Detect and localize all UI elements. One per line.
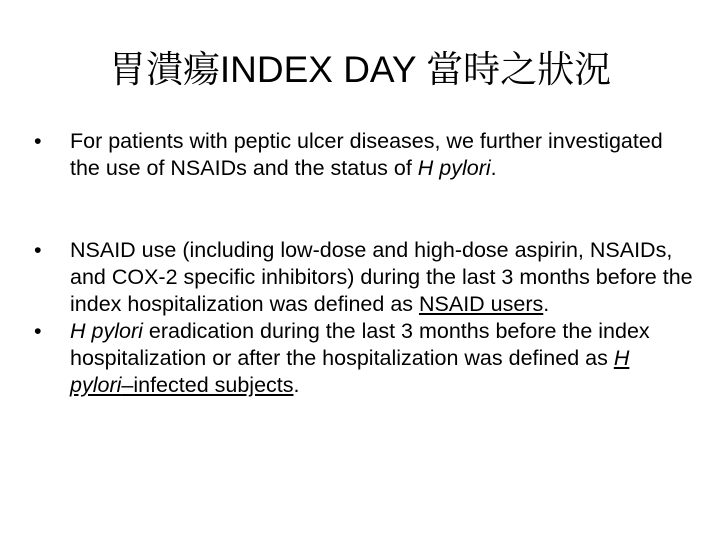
bullet-text: For patients with peptic ulcer diseases, we further investigated the use of NSAIDs and the status of bbox=[70, 129, 663, 180]
bullet-text-underline: NSAID users bbox=[419, 292, 544, 316]
bullet-list bbox=[34, 128, 694, 399]
bullet-text-italic: H pylori bbox=[417, 156, 491, 180]
bullet-text-end: . bbox=[543, 292, 550, 316]
bullet-text-underline-italic: H pylori bbox=[70, 346, 630, 397]
bullet-icon: • bbox=[34, 238, 42, 262]
bullet-text: eradication during the last 3 months before the index hospitalization or after the hospitalization was defined as bbox=[70, 319, 650, 370]
bullet-item-2 bbox=[34, 237, 694, 318]
bullet-icon: • bbox=[34, 319, 42, 343]
bullet-text: NSAID use (including low-dose and high-dose aspirin, NSAIDs, and COX-2 specific inhibitors) during the last 3 months before the index hospitalization was defined as bbox=[70, 238, 693, 316]
bullet-icon: • bbox=[34, 129, 42, 153]
bullet-text-end: . bbox=[293, 373, 300, 397]
slide-title: 胃潰瘍INDEX DAY 當時之狀況 bbox=[108, 49, 612, 90]
bullet-text-underline-rest: –infected subjects bbox=[121, 373, 294, 397]
bullet-item-3 bbox=[34, 318, 694, 399]
bullet-text-end: . bbox=[490, 156, 497, 180]
bullet-item-1 bbox=[34, 128, 694, 182]
bullet-text-italic: H pylori bbox=[70, 319, 143, 343]
